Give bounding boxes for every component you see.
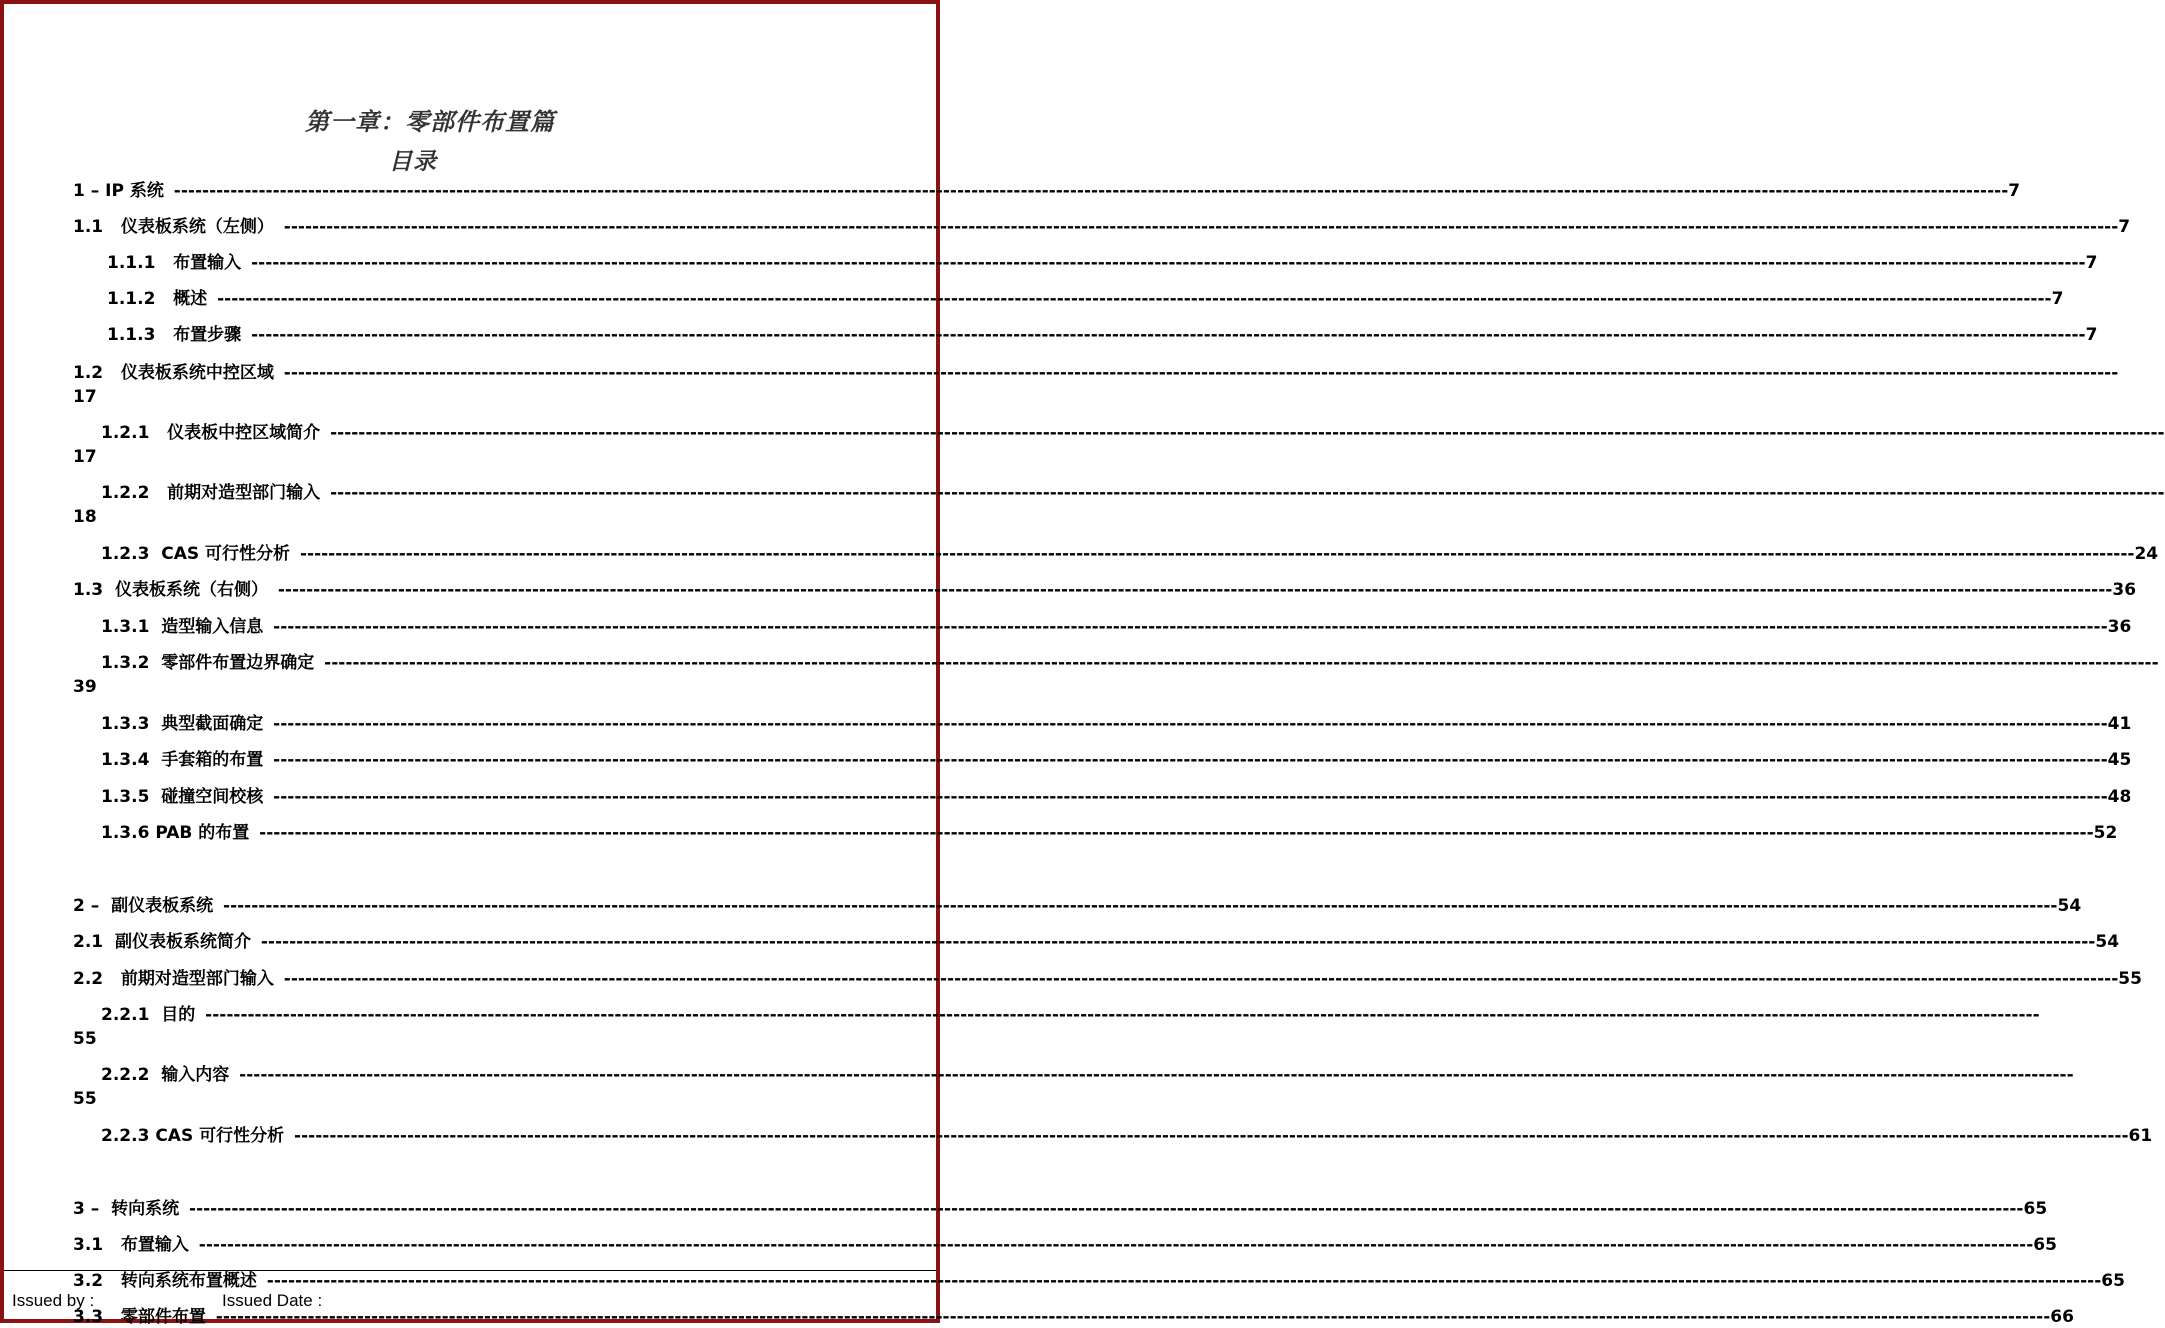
toc-entry[interactable] [73,216,2131,238]
toc-entry-label: 2 – 副仪表板系统 [73,896,220,916]
toc-entry-label: 2.2.2 输入内容 [101,1065,236,1085]
toc-entry-label: 3 – 转向系统 [73,1199,186,1219]
toc-entry-label: 3.1 布置输入 [73,1235,195,1255]
toc-entry[interactable] [101,1125,2153,1147]
toc-entry-label: 1.3.6 PAB 的布置 [101,823,256,843]
toc-leader-dashes: -------------------------------------------------------------------------------------------------------------------------------------------------------------------------------------------------------------------------------------------------------------------- [251,253,2086,273]
toc-entry-label: 1.3.5 碰撞空间校核 [101,787,270,807]
toc-leader-dashes: -------------------------------------------------------------------------------------------------------------------------------------------------------------------------------------------------------------------------------------------------------------------- [223,896,2058,916]
toc-entry-label: 1.3.4 手套箱的布置 [101,750,270,770]
toc-entry[interactable] [101,616,2132,638]
toc-entry[interactable] [73,652,2159,698]
toc-entry-page-number: 7 [2008,181,2021,201]
toc-entry-label: 1 – IP 系统 [73,181,170,201]
toc-entry[interactable] [73,931,2120,953]
toc-entry[interactable] [73,362,2119,408]
page-footer [0,1272,940,1323]
toc-leader-dashes: -------------------------------------------------------------------------------------------------------------------------------------------------------------------------------------------------------------------------------------------------------------------- [273,714,2108,734]
toc-entry-label: 1.2.3 CAS 可行性分析 [101,544,296,564]
toc-leader-dashes: -------------------------------------------------------------------------------------------------------------------------------------------------------------------------------------------------------------------------------------------------------------------- [173,181,2009,201]
toc-entry[interactable] [101,543,2159,565]
toc-entry-label: 1.3.3 典型截面确定 [101,714,270,734]
toc-entry-page-number: 36 [2112,580,2137,600]
toc-leader-dashes: -------------------------------------------------------------------------------------------------------------------------------------------------------------------------------------------------------------------------------------------------------------------- [330,423,2165,443]
toc-entry[interactable] [73,1004,2040,1050]
toc-entry-label: 1.1.1 布置输入 [107,253,248,273]
footer-divider [4,1270,936,1271]
toc-entry-label: 1.3.2 零部件布置边界确定 [101,653,321,673]
toc-leader-dashes: -------------------------------------------------------------------------------------------------------------------------------------------------------------------------------------------------------------------------------------------------------------------- [260,932,2096,952]
toc-entry-page-number: 17 [73,447,97,467]
toc-leader-dashes: -------------------------------------------------------------------------------------------------------------------------------------------------------------------------------------------------------------------------------------------------------------------- [283,969,2119,989]
toc-entry-page-number: 7 [2051,289,2064,309]
toc-entry-label: 1.3 仪表板系统（右侧） [73,580,274,600]
toc-entry-page-number: 48 [2107,787,2132,807]
toc-entry-label: 1.1 仪表板系统（左侧） [73,217,280,237]
toc-entry-page-number: 41 [2107,714,2132,734]
toc-entry-page-number: 55 [2118,969,2142,989]
toc-leader-dashes: -------------------------------------------------------------------------------------------------------------------------------------------------------------------------------------------------------------------------------------------------------------------- [299,544,2135,564]
toc-entry-page-number: 45 [2107,750,2132,770]
toc-entry-page-number: 55 [73,1089,97,1109]
toc-entry-page-number: 17 [73,387,97,407]
toc-leader-dashes: -------------------------------------------------------------------------------------------------------------------------------------------------------------------------------------------------------------------------------------------------------------------- [324,653,2159,673]
toc-entry[interactable] [101,749,2132,771]
toc-entry-page-number: 54 [2057,896,2082,916]
toc-leader-dashes: -------------------------------------------------------------------------------------------------------------------------------------------------------------------------------------------------------------------------------------------------------------------- [215,1307,2051,1327]
toc-entry[interactable] [73,579,2137,601]
toc-entry[interactable] [73,180,2021,202]
toc-entry-page-number: 61 [2128,1126,2153,1146]
toc-leader-dashes: -------------------------------------------------------------------------------------------------------------------------------------------------------------------------------------------------------------------------------------------------------------------- [266,1271,2102,1291]
toc-entry-label: 3.3 零部件布置 [73,1307,212,1327]
toc-leader-dashes: -------------------------------------------------------------------------------------------------------------------------------------------------------------------------------------------------------------------------------------------------------------------- [273,750,2108,770]
toc-entry-label: 1.1.2 概述 [107,289,214,309]
toc-leader-dashes: -------------------------------------------------------------------------------------------------------------------------------------------------------------------------------------------------------------------------------------------------------------------- [273,617,2108,637]
issued-by-label: Issued by : [12,1291,95,1310]
toc-entry[interactable] [73,1234,2057,1256]
issued-date-label: Issued Date : [222,1291,323,1310]
toc-entry[interactable] [73,422,2165,468]
toc-entry-label: 1.2.2 前期对造型部门输入 [101,483,327,503]
toc-leader-dashes: -------------------------------------------------------------------------------------------------------------------------------------------------------------------------------------------------------------------------------------------------------------------- [205,1005,2040,1025]
toc-entry-label: 1.1.3 布置步骤 [107,325,248,345]
toc-entry-label: 2.2.1 目的 [101,1005,202,1025]
toc-entry-page-number: 65 [2023,1199,2048,1219]
chapter-title: 第一章：零部件布置篇 [305,108,555,136]
toc-leader-dashes: -------------------------------------------------------------------------------------------------------------------------------------------------------------------------------------------------------------------------------------------------------------------- [259,823,2094,843]
toc-entry[interactable] [73,482,2165,528]
toc-entry-page-number: 24 [2134,544,2159,564]
toc-leader-dashes: -------------------------------------------------------------------------------------------------------------------------------------------------------------------------------------------------------------------------------------------------------------------- [198,1235,2034,1255]
toc-leader-dashes: -------------------------------------------------------------------------------------------------------------------------------------------------------------------------------------------------------------------------------------------------------------------- [283,363,2119,383]
toc-leader-dashes: -------------------------------------------------------------------------------------------------------------------------------------------------------------------------------------------------------------------------------------------------------------------- [189,1199,2024,1219]
toc-leader-dashes: -------------------------------------------------------------------------------------------------------------------------------------------------------------------------------------------------------------------------------------------------------------------- [217,289,2052,309]
toc-entry[interactable] [101,713,2132,735]
toc-entry[interactable] [73,1064,2074,1110]
toc-entry-page-number: 52 [2093,823,2118,843]
toc-entry[interactable] [101,786,2132,808]
toc-entry-page-number: 7 [2085,253,2098,273]
toc-entry-page-number: 54 [2095,932,2120,952]
toc-entry-label: 1.3.1 造型输入信息 [101,617,270,637]
toc-entry[interactable] [73,1198,2048,1220]
toc-entry-label: 1.2 仪表板系统中控区域 [73,363,280,383]
toc-entry-page-number: 66 [2050,1307,2074,1327]
toc-leader-dashes: -------------------------------------------------------------------------------------------------------------------------------------------------------------------------------------------------------------------------------------------------------------------- [330,483,2165,503]
toc-leader-dashes: -------------------------------------------------------------------------------------------------------------------------------------------------------------------------------------------------------------------------------------------------------------------- [283,217,2119,237]
toc-entry-page-number: 55 [73,1029,97,1049]
toc-entry[interactable] [73,968,2142,990]
toc-entry-label: 2.2.3 CAS 可行性分析 [101,1126,291,1146]
toc-entry-page-number: 7 [2085,325,2098,345]
toc-leader-dashes: -------------------------------------------------------------------------------------------------------------------------------------------------------------------------------------------------------------------------------------------------------------------- [294,1126,2129,1146]
toc-entry-label: 2.2 前期对造型部门输入 [73,969,280,989]
toc-entry[interactable] [107,288,2064,310]
toc-leader-dashes: -------------------------------------------------------------------------------------------------------------------------------------------------------------------------------------------------------------------------------------------------------------------- [251,325,2086,345]
toc-entry-label: 2.1 副仪表板系统简介 [73,932,257,952]
toc-entry[interactable] [73,895,2082,917]
toc-entry-page-number: 18 [73,507,97,527]
toc-entry-page-number: 65 [2101,1271,2125,1291]
toc-leader-dashes: -------------------------------------------------------------------------------------------------------------------------------------------------------------------------------------------------------------------------------------------------------------------- [277,580,2113,600]
toc-entry-label: 1.2.1 仪表板中控区域简介 [101,423,327,443]
toc-leader-dashes: -------------------------------------------------------------------------------------------------------------------------------------------------------------------------------------------------------------------------------------------------------------------- [273,787,2108,807]
toc-entry-page-number: 65 [2033,1235,2057,1255]
toc-entry-page-number: 7 [2118,217,2131,237]
toc-entry[interactable] [107,324,2098,346]
toc-heading: 目录 [389,149,437,175]
toc-entry-label: 3.2 转向系统布置概述 [73,1271,263,1291]
toc-entry[interactable] [101,822,2118,844]
toc-entry-page-number: 39 [73,677,97,697]
toc-entry-page-number: 36 [2107,617,2132,637]
toc-leader-dashes: -------------------------------------------------------------------------------------------------------------------------------------------------------------------------------------------------------------------------------------------------------------------- [239,1065,2074,1085]
toc-entry[interactable] [107,252,2098,274]
